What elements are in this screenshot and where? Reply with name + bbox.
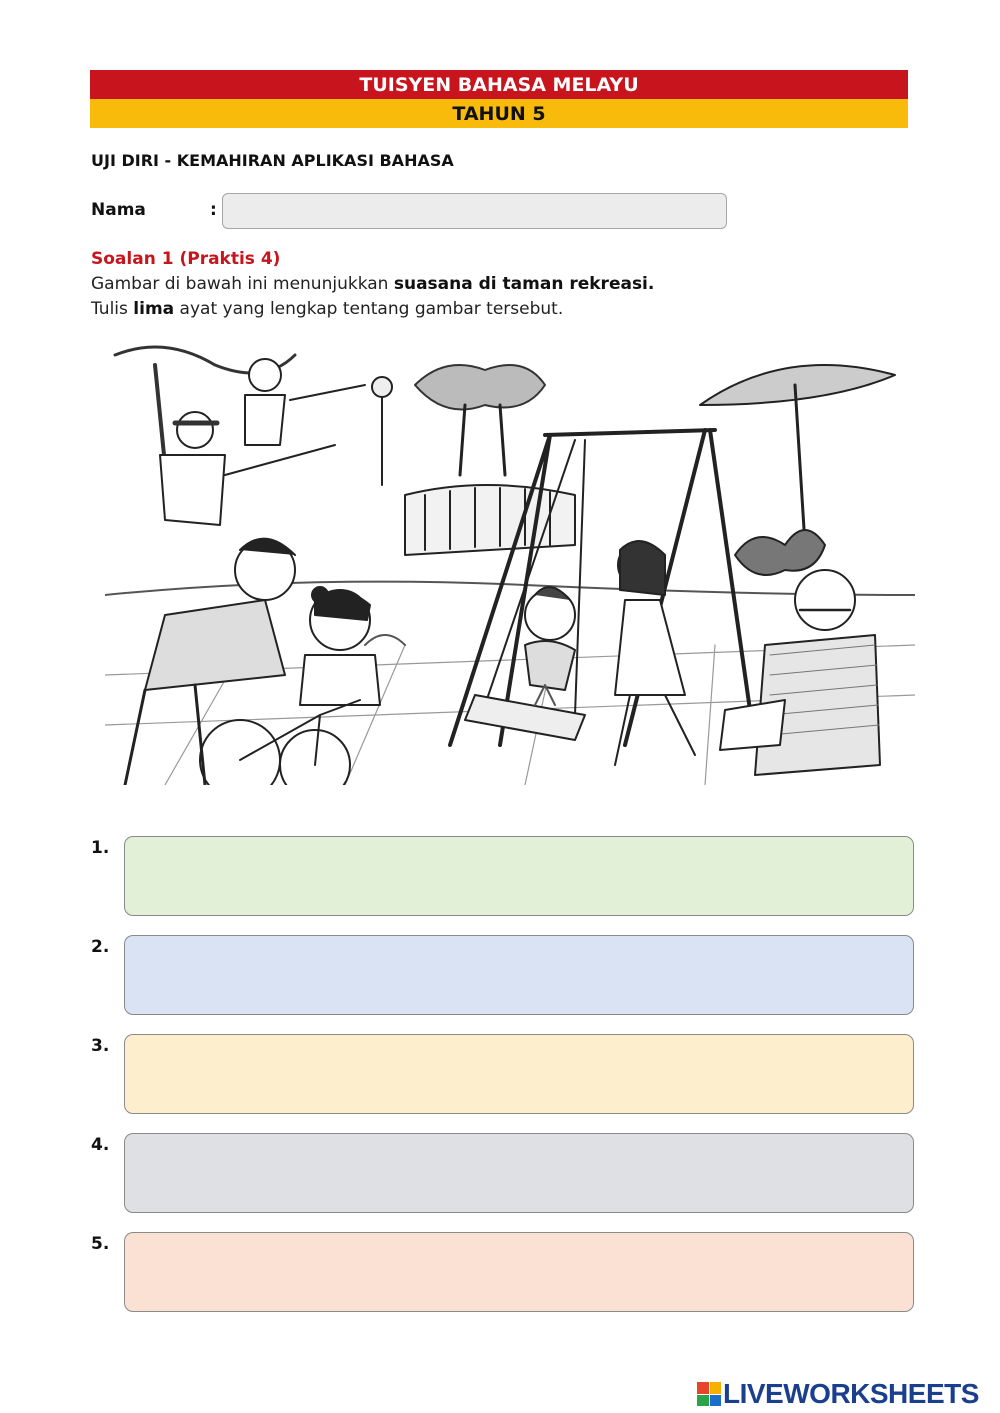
section-title: UJI DIRI - KEMAHIRAN APLIKASI BAHASA bbox=[91, 151, 454, 170]
title-text: TUISYEN BAHASA MELAYU bbox=[359, 73, 639, 96]
liveworksheets-logo-icon bbox=[697, 1382, 721, 1406]
grade-text: TAHUN 5 bbox=[452, 102, 546, 125]
answer-input-5[interactable] bbox=[124, 1232, 914, 1312]
worksheet-grade bbox=[90, 99, 908, 128]
brand-text: LIVEWORKSHEETS bbox=[723, 1378, 979, 1409]
question-instruction-2: Tulis lima ayat yang lengkap tentang gambar tersebut. bbox=[91, 299, 564, 319]
answer-number: 1. bbox=[91, 838, 110, 858]
liveworksheets-logo bbox=[697, 1376, 979, 1412]
answer-number: 3. bbox=[91, 1036, 110, 1056]
answer-number: 4. bbox=[91, 1135, 110, 1155]
park-scene-illustration bbox=[105, 345, 915, 785]
name-colon: : bbox=[210, 200, 217, 220]
question-title: Soalan 1 (Praktis 4) bbox=[91, 249, 281, 269]
name-label: Nama bbox=[91, 200, 146, 220]
answer-input-1[interactable] bbox=[124, 836, 914, 916]
worksheet-title bbox=[90, 70, 908, 99]
answer-number: 2. bbox=[91, 937, 110, 957]
answer-number: 5. bbox=[91, 1234, 110, 1254]
name-input[interactable] bbox=[222, 193, 727, 229]
question-instruction-1: Gambar di bawah ini menunjukkan suasana di taman rekreasi. bbox=[91, 274, 655, 294]
answer-input-3[interactable] bbox=[124, 1034, 914, 1114]
answer-input-4[interactable] bbox=[124, 1133, 914, 1213]
answer-input-2[interactable] bbox=[124, 935, 914, 1015]
